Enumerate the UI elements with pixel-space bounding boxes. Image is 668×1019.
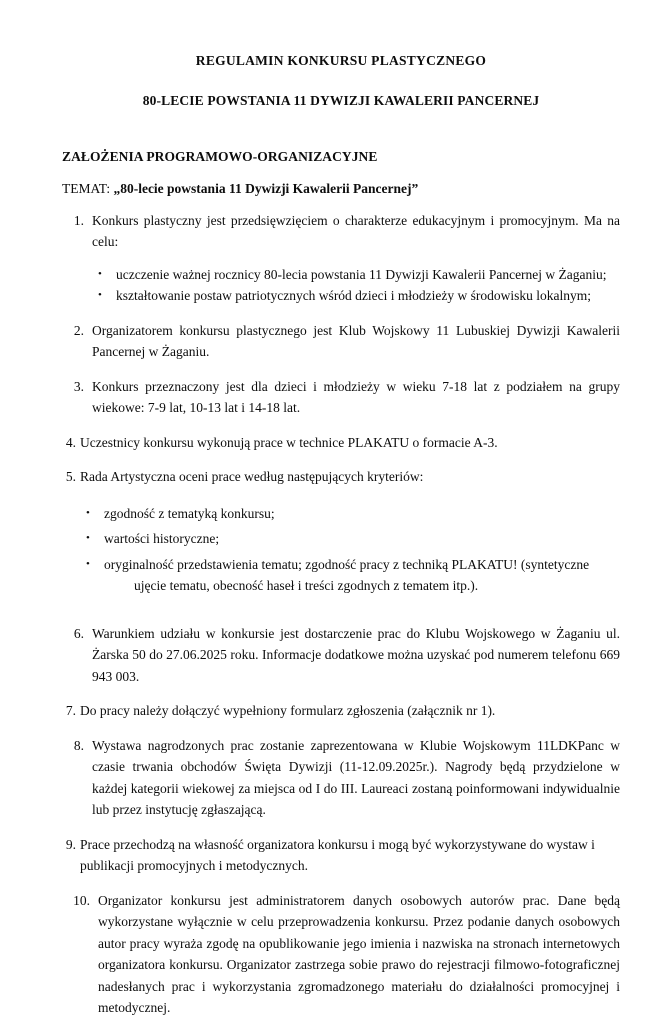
sub-list <box>92 253 620 307</box>
item-text: Uczestnicy konkursu wykonują prace w technice PLAKATU o formacie A-3. <box>80 434 498 450</box>
bullet-icon: • <box>98 267 102 280</box>
item-number: 1. <box>73 212 84 228</box>
list-item <box>62 890 620 1019</box>
bullet-icon: • <box>86 532 90 545</box>
spacer <box>62 597 620 610</box>
list-item <box>62 466 620 597</box>
list-item <box>62 320 620 363</box>
bullet-icon: • <box>98 289 102 302</box>
list-item <box>98 264 620 286</box>
item-number: 8. <box>73 737 84 753</box>
list-item <box>62 700 620 722</box>
item-number: 7. <box>65 703 76 719</box>
bullet-icon: • <box>86 557 90 570</box>
list-item <box>86 554 620 597</box>
item-text: Konkurs plastyczny jest przedsięwzięciem o charakterze edukacyjnym i promocyjnym. Ma na celu: <box>92 212 620 250</box>
list-item <box>86 503 620 525</box>
list-item <box>86 528 620 550</box>
sub-item-continuation: ujęcie tematu, obecność haseł i treści zgodnych z tematem itp.). <box>134 578 479 594</box>
item-text: Organizatorem konkursu plastycznego jest Klub Wojskowy 11 Lubuskiej Dywizji Kawalerii Pancernej w Żaganiu. <box>92 322 620 360</box>
item-text: Rada Artystyczna oceni prace według następujących kryteriów: <box>80 469 424 485</box>
item-text: Organizator konkursu jest administratorem danych osobowych autorów prac. Dane będą wykorzystane wyłącznie w celu przeprowadzenia konkursu. Przez podanie danych osobowych autor pracy wyraża zgodę na opublikowanie jego imienia i nazwiska na stronach internetowych organizatora konkursu. Organizator zastrzega sobie prawo do rejestracji filmowo-fotograficznej nadesłanych prac i wykorzystania zgromadzonego materiału do działalności promocyjnej i metodycznej. <box>98 892 620 1016</box>
item-text: Konkurs przeznaczony jest dla dzieci i młodzieży w wieku 7-18 lat z podziałem na grupy wiekowe: 7-9 lat, 10-13 lat i 14-18 lat. <box>92 378 620 416</box>
list-item <box>62 432 620 454</box>
list-item <box>62 376 620 419</box>
list-item <box>62 735 620 821</box>
sub-item-text: kształtowanie postaw patriotycznych wśród dzieci i młodzieży w środowisku lokalnym; <box>116 288 592 304</box>
item-number: 6. <box>73 625 84 641</box>
sub-list <box>80 488 620 597</box>
list-item <box>62 210 620 307</box>
item-text: Prace przechodzą na własność organizatora konkursu i mogą być wykorzystywane do wystaw i publikacji promocyjnych i metodycznych. <box>80 836 595 874</box>
item-number: 4. <box>65 434 76 450</box>
sub-item-text: wartości historyczne; <box>104 531 220 547</box>
item-number: 5. <box>65 469 76 485</box>
sub-item-text: zgodność z tematyką konkursu; <box>104 505 275 521</box>
section-heading: ZAŁOŻENIA PROGRAMOWO-ORGANIZACYJNE <box>62 148 378 164</box>
theme-value: „80-lecie powstania 11 Dywizji Kawalerii Pancernej” <box>113 180 419 196</box>
page-title: REGULAMIN KONKURSU PLASTYCZNEGO <box>195 53 487 68</box>
bullet-icon: • <box>86 506 90 519</box>
item-number: 2. <box>73 322 84 338</box>
item-number: 10. <box>73 892 90 908</box>
list-item <box>62 834 620 877</box>
list-item <box>62 623 620 688</box>
page-subtitle: 80-LECIE POWSTANIA 11 DYWIZJI KAWALERII PANCERNEJ <box>142 92 540 108</box>
item-text: Warunkiem udziału w konkursie jest dostarczenie prac do Klubu Wojskowego w Żaganiu ul. Żarska 50 do 27.06.2025 roku. Informacje dodatkowe można uzyskać pod numerem telefonu 669 943 003. <box>92 625 620 684</box>
item-text: Wystawa nagrodzonych prac zostanie zaprezentowana w Klubie Wojskowym 11LDKPanc w czasie trwania obchodów Święta Dywizji (11-12.09.2025r.). Nagrody będą przydzielone w każdej kategorii wiekowej za miejsca od I do III. Laureaci zostaną poinformowani indywidualnie lub przez instytucję zgłaszającą. <box>92 737 620 818</box>
item-text: Do pracy należy dołączyć wypełniony formularz zgłoszenia (załącznik nr 1). <box>80 703 496 719</box>
theme-label: TEMAT: <box>62 180 114 196</box>
sub-item-text: oryginalność przedstawienia tematu; zgodność pracy z techniką PLAKATU! (syntetyczne <box>104 556 590 572</box>
sub-item-text: uczczenie ważnej rocznicy 80-lecia powstania 11 Dywizji Kawalerii Pancernej w Żaganiu; <box>116 266 607 282</box>
regulations-list <box>62 210 620 1019</box>
title-block <box>62 48 620 109</box>
item-number: 9. <box>65 836 76 852</box>
theme-line <box>62 165 620 197</box>
item-number: 3. <box>73 378 84 394</box>
list-item <box>98 285 620 307</box>
